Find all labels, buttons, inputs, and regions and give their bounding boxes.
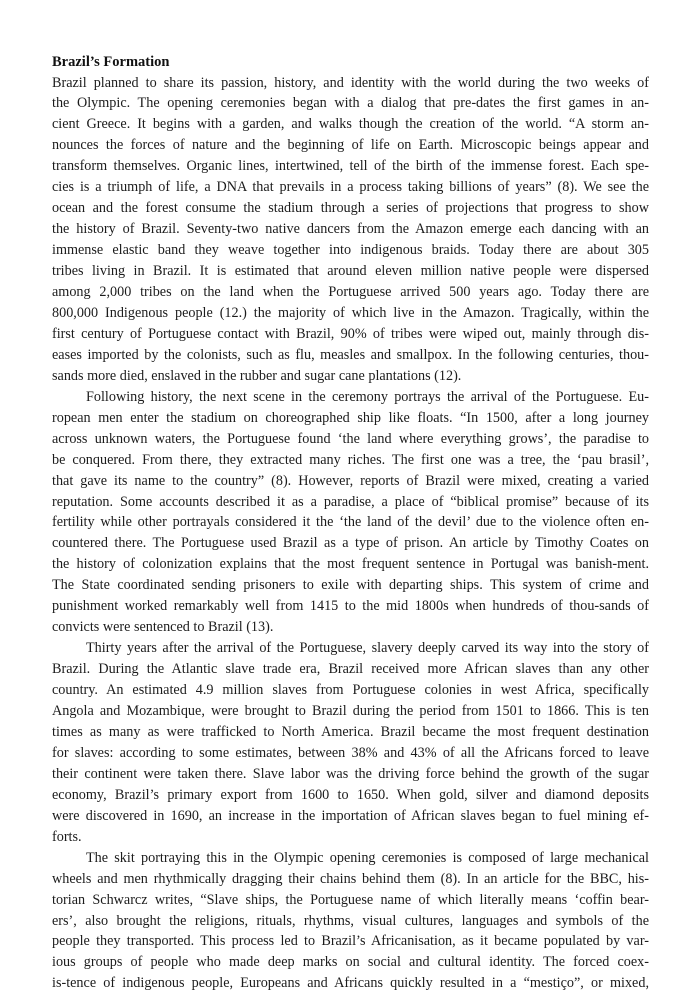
- text-line: tribes living in Brazil. It is estimated that around eleven million native people were dispersed: [52, 263, 649, 280]
- text-line: Brazil. During the Atlantic slave trade era, Brazil received more African slaves than any other: [52, 661, 649, 678]
- text-line: nounces the forces of nature and the beginning of life on Earth. Microscopic beings appear and: [52, 137, 649, 154]
- text-line: were discovered in 1690, an increase in the importation of African slaves began to fuel mining ef-: [52, 807, 649, 824]
- text-line: forts.: [52, 828, 82, 845]
- text-line: Brazil planned to share its passion, history, and identity with the world during the two weeks of: [52, 74, 649, 91]
- text-line: reputation. Some accounts described it as a paradise, a place of “biblical promise” because of its: [52, 493, 649, 510]
- text-line: The skit portraying this in the Olympic opening ceremonies is composed of large mechanical: [86, 849, 649, 866]
- text-line: immense elastic band they weave together into indigenous braids. Today there are about 305: [52, 242, 649, 259]
- text-line: ropean men enter the stadium on choreographed ship like floats. “In 1500, after a long journey: [52, 409, 649, 426]
- text-line: the Olympic. The opening ceremonies began with a dialog that pre-dates the first games in an-: [52, 95, 649, 112]
- text-line: times as many as were trafficked to North America. Brazil became the most frequent destination: [52, 723, 649, 740]
- text-line: wheels and men rhythmically dragging their chains behind them (8). In an article for the BBC, his-: [52, 870, 649, 887]
- text-line: cies is a triumph of life, a DNA that prevails in a process taking billions of years” (8). We see the: [52, 179, 649, 196]
- text-line: eases imported by the colonists, such as flu, measles and smallpox. In the following centuries, thou-: [52, 346, 649, 363]
- text-line: sands more died, enslaved in the rubber and sugar cane plantations (12).: [52, 367, 462, 384]
- text-line: economy, Brazil’s primary export from 1600 to 1650. When gold, silver and diamond deposits: [52, 786, 649, 803]
- text-line: transform themselves. Organic lines, intertwined, tell of the birth of the immense forest. Each spe-: [52, 158, 649, 175]
- text-line: The State coordinated sending prisoners to exile with departing ships. This system of crime and: [52, 577, 649, 594]
- text-line: the history of Brazil. Seventy-two native dancers from the Amazon emerge each dancing with an: [52, 221, 649, 238]
- text-line: the history of colonization explains that the most frequent sentence in Portugal was banish-ment.: [52, 556, 649, 573]
- text-line: among 2,000 tribes on the land when the Portuguese arrived 500 years ago. Today there are: [52, 284, 649, 300]
- text-line: across unknown waters, the Portuguese found ‘the land where everything grows’, the paradise to: [52, 430, 649, 447]
- text-line: country. An estimated 4.9 million slaves from Portuguese colonies in west Africa, specifically: [52, 682, 649, 699]
- text-line: Thirty years after the arrival of the Portuguese, slavery deeply carved its way into the story of: [86, 640, 649, 657]
- text-line: Following history, the next scene in the ceremony portrays the arrival of the Portuguese. Eu-: [86, 388, 649, 405]
- text-line: first century of Portuguese contact with Brazil, 90% of tribes were wiped out, mainly through dis-: [52, 325, 649, 342]
- text-line: fertility while other portrayals considered it the ‘the land of the devil’ due to the violence often en-: [52, 514, 649, 531]
- text-line: be conquered. From there, they extracted many riches. The first one was a tree, the ‘pau brasil’,: [52, 451, 649, 468]
- text-line: for slaves: according to some estimates, between 38% and 43% of all the Africans forced to leave: [52, 744, 649, 761]
- text-line: cient Greece. It begins with a garden, and walks though the creation of the world. “A storm an-: [52, 116, 649, 133]
- text-line: ious groups of people who made deep marks on social and cultural identity. The forced coex-: [52, 954, 649, 971]
- text-line: is-tence of indigenous people, Europeans and Africans quickly resulted in a “mestiço”, or mixed,: [52, 975, 649, 992]
- text-line: Angola and Mozambique, were brought to Brazil during the period from 1501 to 1866. This is ten: [52, 703, 649, 719]
- text-line: countered there. The Portuguese used Brazil as a type of prison. An article by Timothy Coates on: [52, 535, 649, 552]
- text-line: 800,000 Indigenous people (12.) the majority of which live in the Amazon. Tragically, within the: [52, 304, 649, 321]
- text-line: punishment worked remarkably well from 1415 to the mid 1800s when hundreds of thou-sands of: [52, 598, 649, 615]
- text-line: that gave its name to the country” (8). However, reports of Brazil were mixed, creating a varied: [52, 472, 649, 489]
- text-line: their continent were taken there. Slave labor was the driving force behind the growth of the sugar: [52, 765, 649, 782]
- text-line: convicts were sentenced to Brazil (13).: [52, 619, 274, 636]
- text-line: people they transported. This process led to Brazil’s Africanisation, as it became populated by var-: [52, 933, 649, 950]
- text-line: ers’, also brought the religions, rituals, rhythms, visual cultures, languages and symbols of the: [52, 912, 649, 929]
- text-line: torian Schwarcz writes, “Slave ships, the Portuguese name of which literally means ‘coffin bear-: [52, 891, 649, 908]
- section-heading: Brazil’s Formation: [52, 54, 170, 70]
- text-line: ocean and the forest consume the stadium through a series of projections that progress to show: [52, 200, 649, 217]
